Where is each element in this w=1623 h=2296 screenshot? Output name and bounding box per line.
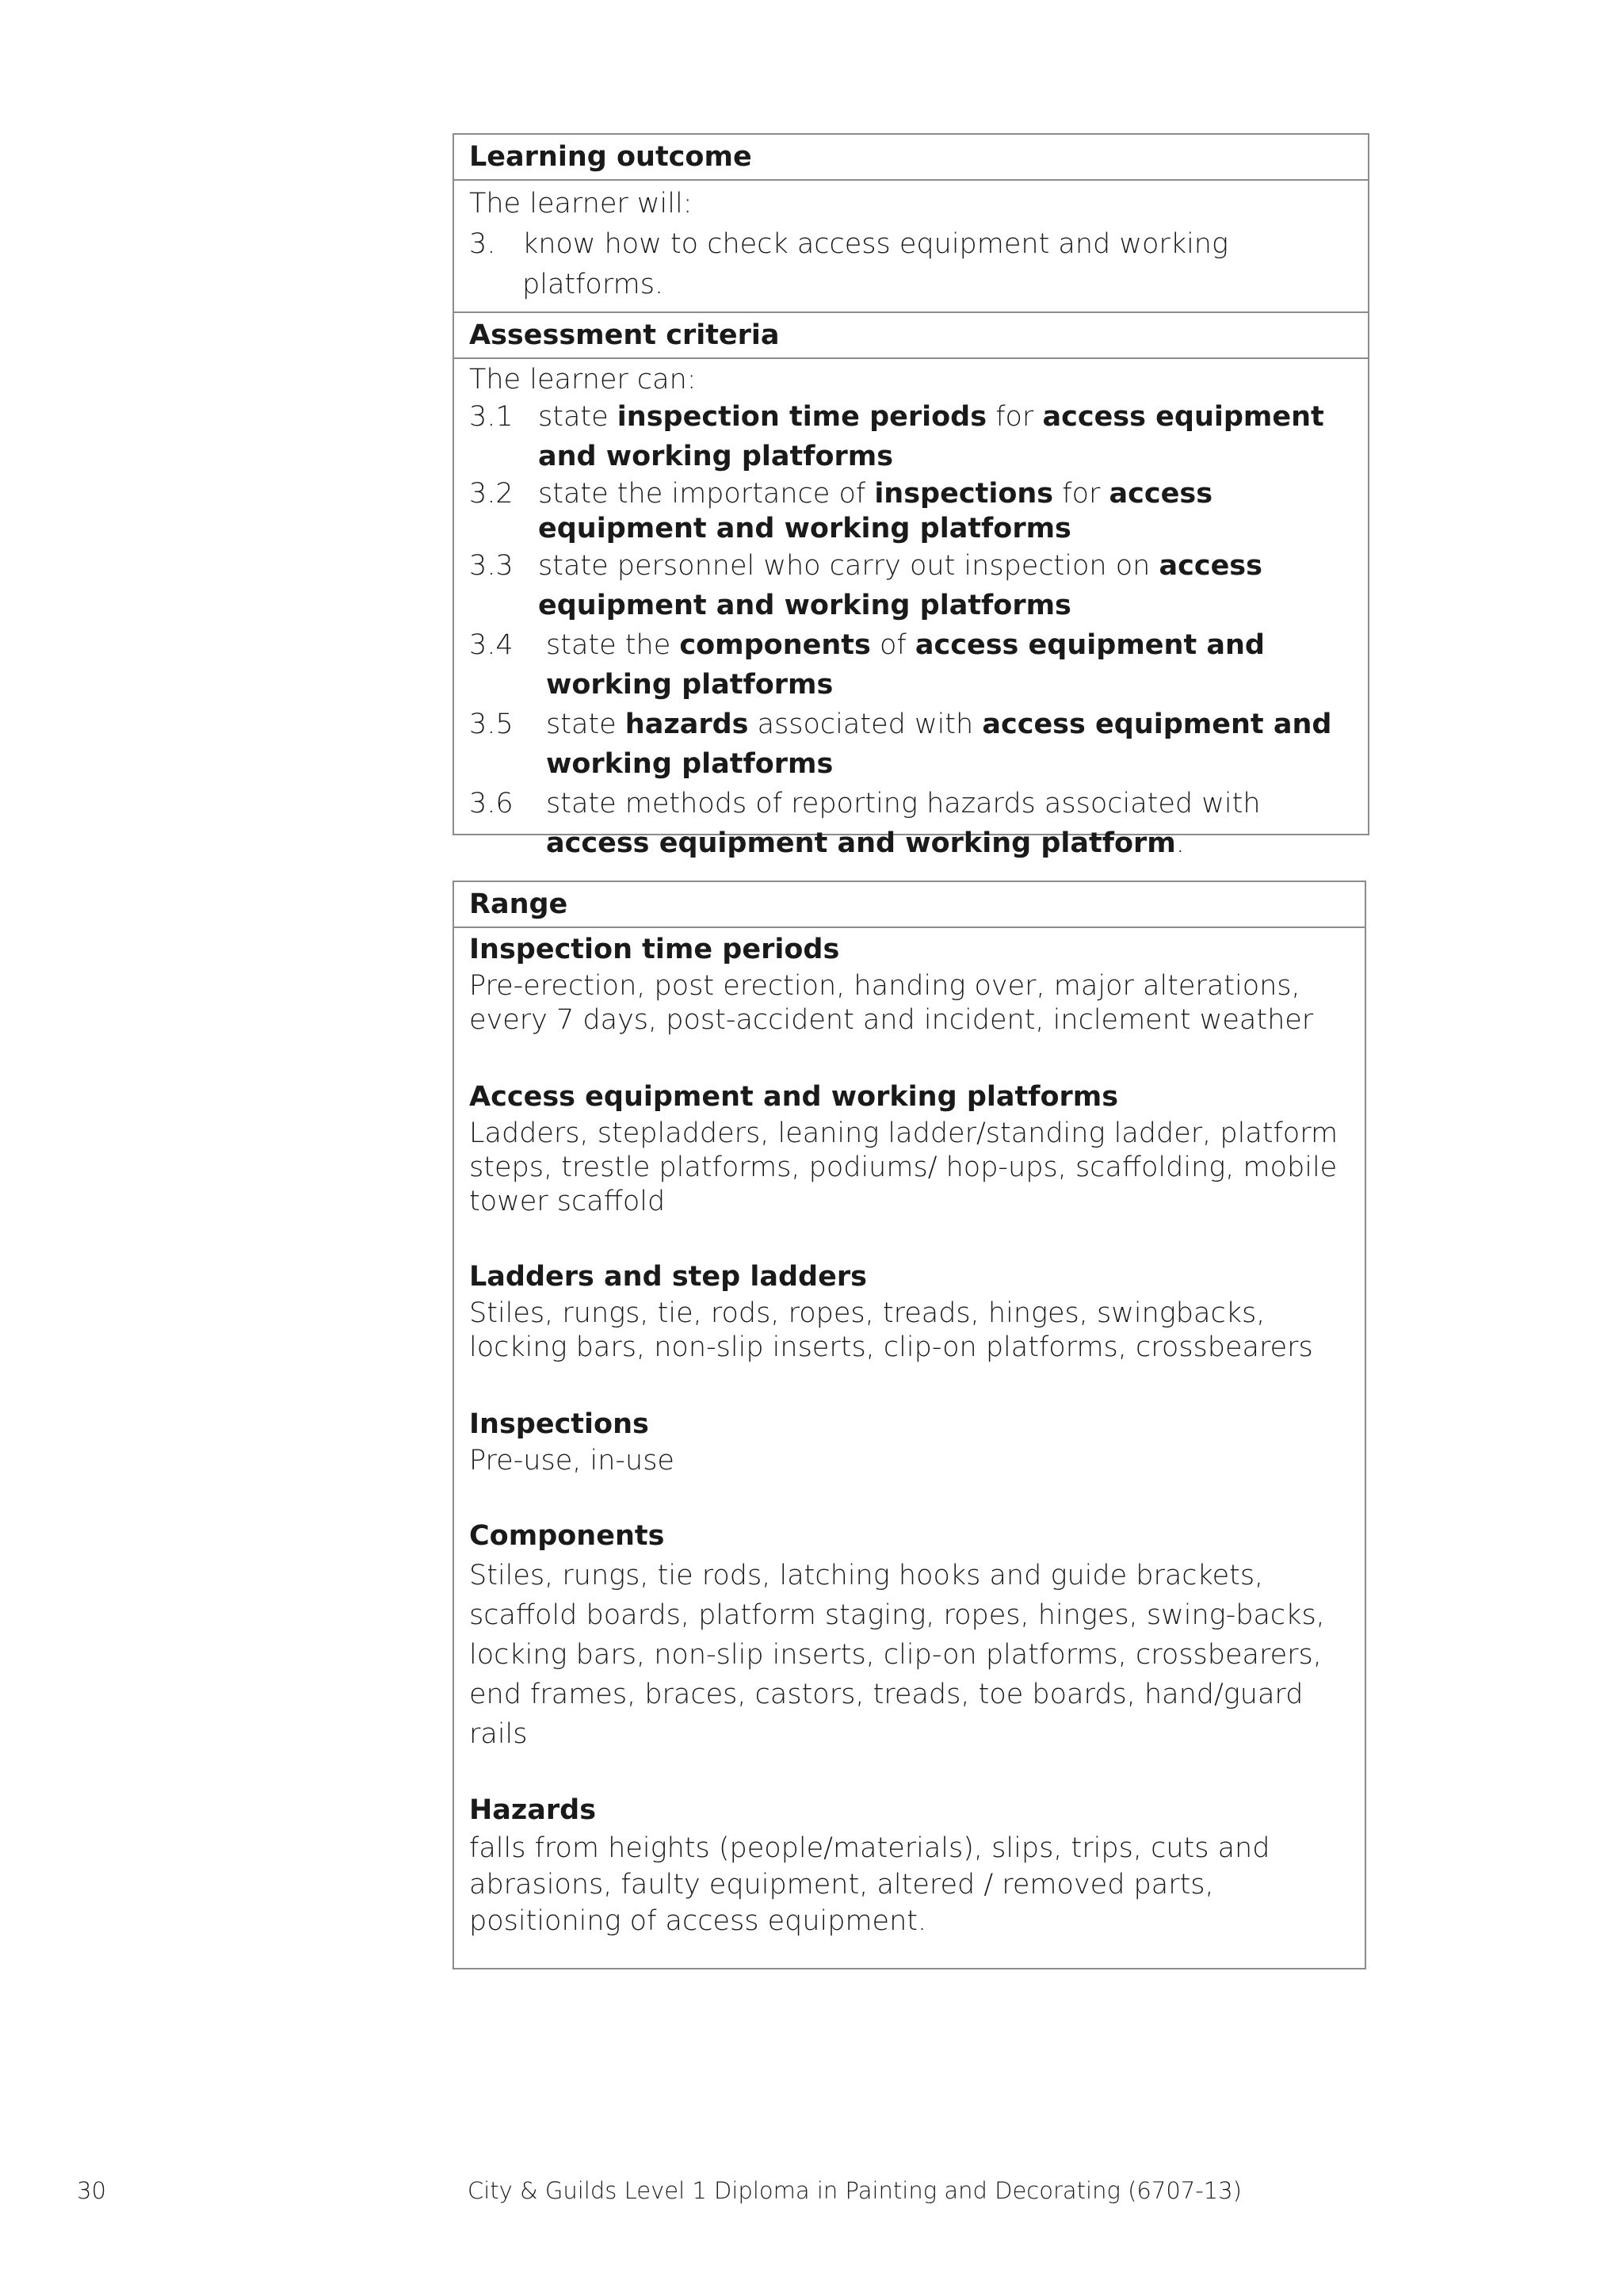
range-section-title: Inspections [469,1408,649,1440]
footer-title: City & Guilds Level 1 Diploma in Painting and Decorating (6707-13) [468,2177,1242,2204]
range-section-components [454,1516,1365,1754]
assessment-criteria-header: Assessment criteria [454,313,1368,359]
range-section-title: Components [469,1520,665,1552]
criterion-text: state methods of reporting hazards associated with access equipment and working platform. [546,788,1261,859]
criterion-number: 3.3 [469,550,514,582]
criterion-3-6 [469,784,1353,863]
range-section-access-equipment [454,1077,1365,1219]
criterion-number: 3.6 [469,788,514,819]
range-section-body: Stiles, rungs, tie rods, latching hooks and guide brackets, scaffold boards, platform staging, ropes, hinges, swing-backs, locking bars, non-slip inserts, clip-on platforms, crossbearers, end frames, braces, castors, treads, toe boards, hand/guard rails [469,1560,1325,1750]
learning-outcome-intro: The learner will: [469,188,693,220]
range-section-body: Ladders, stepladders, leaning ladder/standing ladder, platform steps, trestle platforms, podiums/ hop-ups, scaffolding, mobile tower scaffold [469,1117,1338,1217]
criterion-3-5 [469,705,1353,784]
range-section-title: Access equipment and working platforms [469,1081,1119,1113]
learning-outcome-text: know how to check access equipment and working platforms. [522,228,1228,300]
learning-outcome-body [454,181,1368,313]
assessment-intro: The learner can: [469,364,697,395]
criterion-3-2 [469,476,1353,546]
range-section-inspections [454,1404,1365,1478]
range-section-hazards [454,1790,1365,1939]
range-section-ladders [454,1257,1365,1365]
range-section-title: Ladders and step ladders [469,1261,867,1293]
range-section-body: Stiles, rungs, tie, rods, ropes, treads, hinges, swingbacks, locking bars, non-slip inserts, clip-on platforms, crossbearers [469,1297,1313,1363]
learning-outcome-header: Learning outcome [454,135,1368,181]
criterion-3-3 [469,546,1353,625]
range-section-body: Pre-erection, post erection, handing over, major alterations, every 7 days, post-accident and incident, inclement weather [469,970,1314,1036]
range-section-body: falls from heights (people/materials), slips, trips, cuts and abrasions, faulty equipment, altered / removed parts, positioning of access equipment. [469,1832,1270,1937]
learning-outcome-item [469,224,1353,305]
criterion-number: 3.1 [469,401,514,433]
criterion-text: state the components of access equipment and working platforms [546,629,1265,701]
range-section-body: Pre-use, in-use [469,1445,674,1477]
criterion-text: state inspection time periods for access equipment and working platforms [538,401,1324,472]
criterion-text: state personnel who carry out inspection on access equipment and working platforms [538,550,1262,621]
learning-outcome-number: 3. [469,228,496,260]
range-section-title: Inspection time periods [469,934,840,965]
criterion-text: state the importance of inspections for access equipment and working platforms [538,478,1213,544]
range-section-title: Hazards [469,1794,597,1826]
criterion-number: 3.2 [469,478,514,510]
range-table [453,881,1366,1969]
criterion-text: state hazards associated with access equipment and working platforms [546,709,1332,780]
assessment-criteria-body [454,359,1368,869]
range-header: Range [454,882,1365,928]
criterion-number: 3.4 [469,629,514,661]
criterion-3-1 [469,397,1353,476]
criterion-number: 3.5 [469,709,514,740]
criterion-3-4 [469,625,1353,705]
range-section-inspection-time-periods [454,930,1365,1037]
page-number: 30 [77,2177,106,2204]
learning-outcome-table [453,133,1369,859]
